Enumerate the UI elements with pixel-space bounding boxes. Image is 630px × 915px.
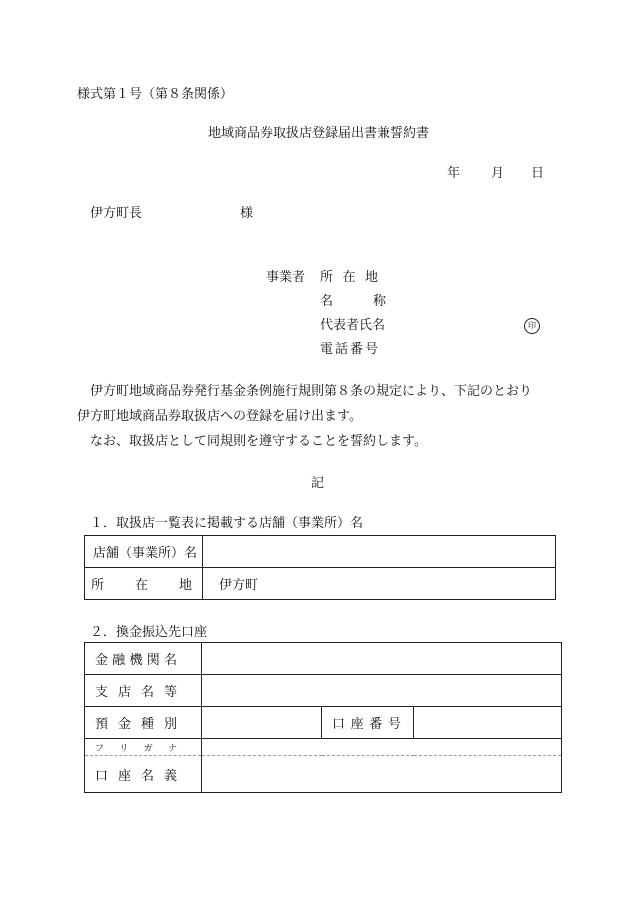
date-year-label: 年 bbox=[447, 166, 461, 181]
addressee-honorific: 様 bbox=[240, 206, 254, 221]
store-name-label-cell bbox=[85, 536, 203, 568]
bank-account-table bbox=[84, 642, 562, 793]
section1-heading: １．取扱店一覧表に掲載する店舗（事業所）名 bbox=[90, 516, 364, 531]
body-line-3: なお、取扱店として同規則を遵守することを誓約します。 bbox=[90, 434, 427, 449]
furigana-label-cell bbox=[85, 739, 202, 756]
account-name-label: 口 座 名 義 bbox=[95, 768, 177, 784]
document-title: 地域商品券取扱店登録届出書兼誓約書 bbox=[208, 126, 430, 141]
store-address-label-cell bbox=[85, 568, 203, 600]
table-row bbox=[85, 756, 562, 793]
applicant-address-label: 所 在 地 bbox=[320, 270, 378, 285]
table-row bbox=[85, 739, 562, 756]
deposit-type-field[interactable] bbox=[202, 707, 322, 739]
applicant-phone-label: 電 話 番 号 bbox=[320, 342, 378, 357]
store-address-value: 伊方町 bbox=[219, 578, 259, 593]
seal-mark: 印 bbox=[524, 318, 540, 334]
body-line-1: 伊方町地域商品券発行基金条例施行規則第８条の規定により、下記のとおり bbox=[90, 384, 533, 399]
ki-heading: 記 bbox=[311, 476, 325, 491]
section2-heading: ２．換金振込先口座 bbox=[90, 625, 208, 640]
bank-name-label: 金 融 機 関 名 bbox=[95, 653, 177, 668]
branch-label: 支 店 名 等 bbox=[95, 685, 177, 700]
deposit-type-label: 預 金 種 別 bbox=[95, 717, 177, 732]
furigana-field[interactable] bbox=[202, 739, 562, 756]
account-number-label: 口 座 番 号 bbox=[332, 717, 401, 732]
table-row bbox=[85, 675, 562, 707]
account-name-label-cell bbox=[85, 756, 202, 793]
store-table bbox=[84, 535, 556, 600]
table-row bbox=[85, 568, 556, 600]
furigana-label: フ リ ガ ナ bbox=[95, 743, 177, 754]
branch-field[interactable] bbox=[202, 675, 562, 707]
store-address-field[interactable] bbox=[203, 568, 556, 600]
account-name-field[interactable] bbox=[202, 756, 562, 793]
account-number-label-cell bbox=[322, 707, 414, 739]
bank-name-field[interactable] bbox=[202, 643, 562, 675]
store-address-label: 所 在 地 bbox=[91, 578, 192, 593]
addressee-name: 伊方町長 bbox=[90, 206, 143, 221]
table-row bbox=[85, 536, 556, 568]
store-name-field[interactable] bbox=[203, 536, 556, 568]
form-number: 様式第１号（第８条関係） bbox=[77, 87, 234, 102]
date-day-label: 日 bbox=[531, 166, 545, 181]
applicant-role-label: 事業者 bbox=[266, 270, 306, 285]
date-month-label: 月 bbox=[491, 166, 505, 181]
applicant-name-label: 名 称 bbox=[320, 294, 386, 309]
bank-name-label-cell bbox=[85, 643, 202, 675]
deposit-type-label-cell bbox=[85, 707, 202, 739]
table-row bbox=[85, 643, 562, 675]
body-line-2: 伊方町地域商品券取扱店への登録を届け出ます。 bbox=[77, 409, 362, 424]
table-row bbox=[85, 707, 562, 739]
store-name-label: 店舗（事業所）名 bbox=[93, 546, 198, 561]
body-text bbox=[77, 379, 557, 454]
applicant-representative-label: 代表者氏名 bbox=[320, 318, 386, 333]
account-number-field[interactable] bbox=[414, 707, 562, 739]
branch-label-cell bbox=[85, 675, 202, 707]
